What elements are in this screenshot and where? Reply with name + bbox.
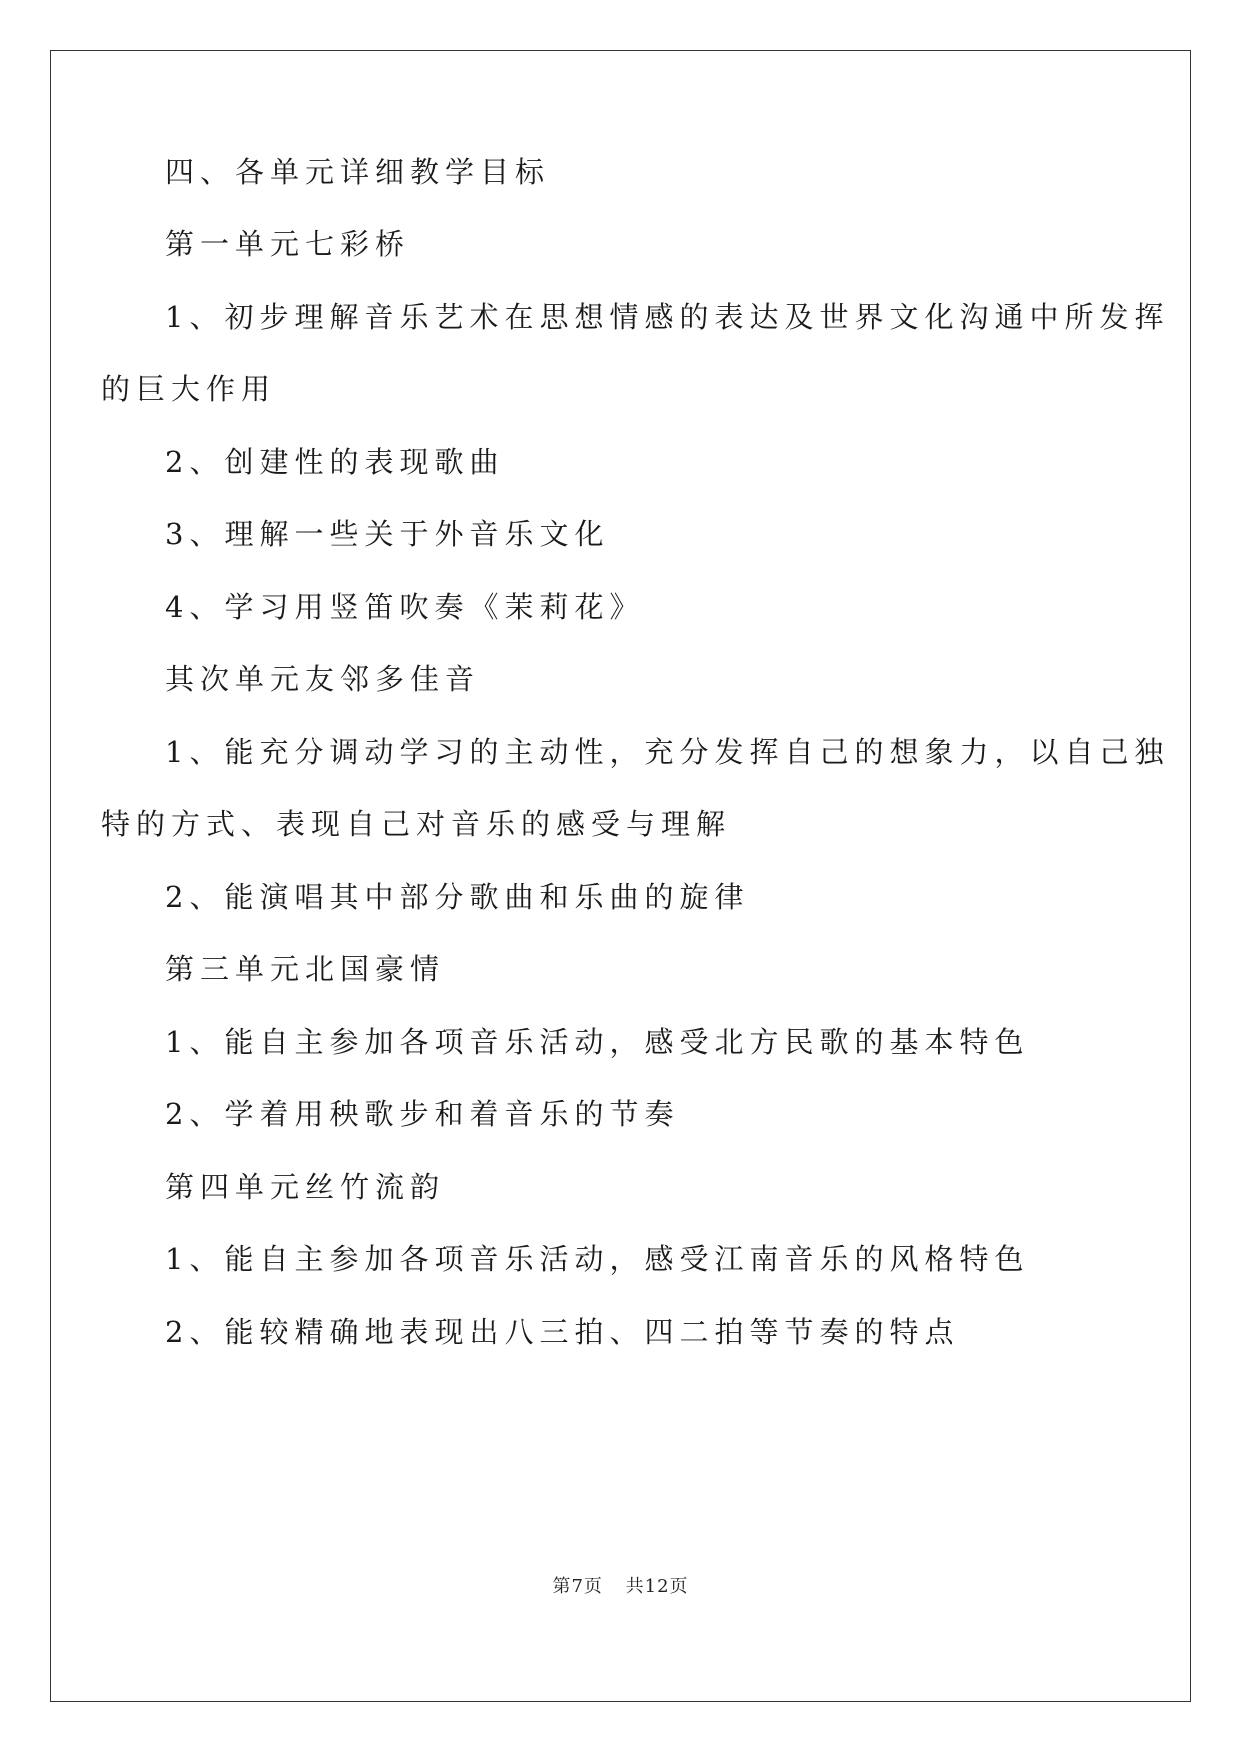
paragraph-line: 1、能自主参加各项音乐活动，感受江南音乐的风格特色 [165,1242,1030,1276]
unit-title-3: 第三单元北国豪情 [165,952,446,986]
page-footer [0,1572,1241,1598]
page-number: 第7页 [552,1576,603,1597]
section-heading: 四、各单元详细教学目标 [165,155,551,189]
unit-title-1: 第一单元七彩桥 [165,227,411,261]
unit-title-4: 第四单元丝竹流韵 [165,1170,446,1204]
paragraph-line: 1、初步理解音乐艺术在思想情感的表达及世界文化沟通中所发挥 [165,300,1170,334]
page-total: 共12页 [625,1576,689,1597]
paragraph-line: 1、能充分调动学习的主动性，充分发挥自己的想象力，以自己独 [165,735,1170,769]
paragraph-line: 2、能较精确地表现出八三拍、四二拍等节奏的特点 [165,1315,960,1349]
paragraph-line: 特的方式、表现自己对音乐的感受与理解 [101,807,732,841]
paragraph-line: 2、学着用秧歌步和着音乐的节奏 [165,1097,680,1131]
paragraph-line: 1、能自主参加各项音乐活动，感受北方民歌的基本特色 [165,1025,1030,1059]
paragraph-line: 2、创建性的表现歌曲 [165,445,505,479]
unit-title-2: 其次单元友邻多佳音 [165,662,481,696]
paragraph-line: 4、学习用竖笛吹奏《茉莉花》 [165,590,645,624]
paragraph-line: 2、能演唱其中部分歌曲和乐曲的旋律 [165,880,750,914]
paragraph-line: 的巨大作用 [101,372,277,406]
paragraph-line: 3、理解一些关于外音乐文化 [165,517,610,551]
